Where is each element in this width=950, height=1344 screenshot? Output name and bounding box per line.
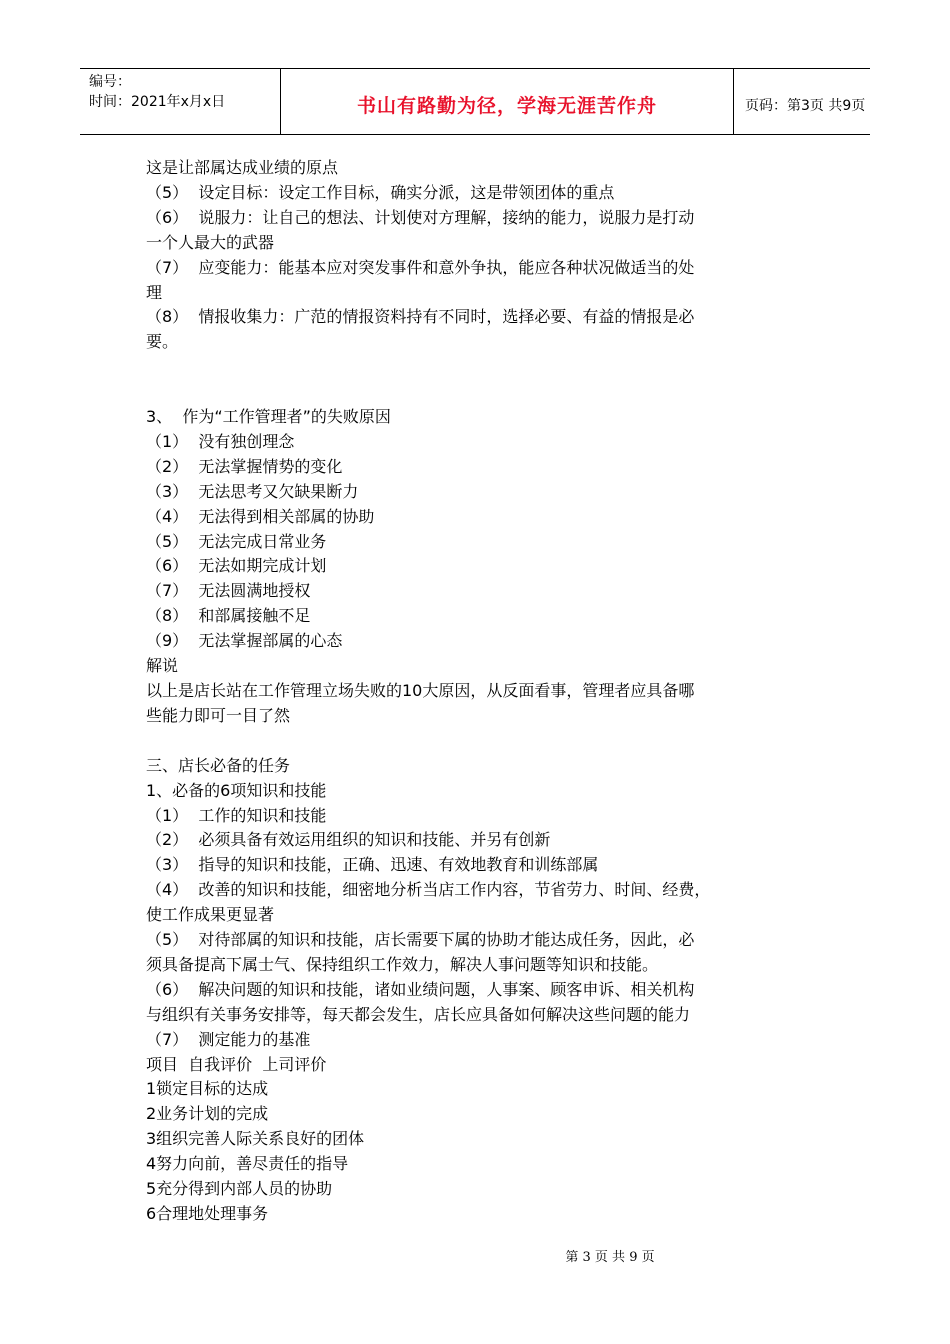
text-line — [146, 380, 814, 405]
text-line: （2） 必须具备有效运用组织的知识和技能、并另有创新 — [146, 830, 551, 850]
page-header — [80, 68, 870, 135]
text-line: 3、 作为“工作管理者”的失败原因 — [146, 407, 391, 427]
header-meta — [80, 69, 281, 134]
text-line: 须具备提高下属士气、保持组织工作效力，解决人事问题等知识和技能。 — [146, 954, 659, 974]
text-line: （8） 和部属接触不足 — [146, 606, 311, 626]
text-line: 1、必备的6项知识和技能 — [146, 780, 327, 800]
text-line: 解说 — [146, 656, 179, 676]
text-line: （8） 情报收集力：广范的情报资料持有不同时，选择必要、有益的情报是必 — [146, 307, 695, 327]
text-line: （6） 解决问题的知识和技能，诸如业绩问题，人事案、顾客申诉、相关机构 — [146, 979, 695, 999]
date-label: 时间：2021年x月x日 — [89, 94, 226, 110]
text-line: （6） 说服力：让自己的想法、计划使对方理解，接纳的能力，说服力是打动 — [146, 207, 695, 227]
text-line: （4） 无法得到相关部属的协助 — [146, 506, 375, 526]
text-line: （5） 对待部属的知识和技能，店长需要下属的协助才能达成任务，因此，必 — [146, 930, 695, 950]
text-line: 与组织有关事务安排等，每天都会发生，店长应具备如何解决这些问题的能力 — [146, 1004, 691, 1024]
text-line: （5） 设定目标：设定工作目标，确实分派，这是带领团体的重点 — [146, 182, 615, 202]
text-line: （4） 改善的知识和技能，细密地分析当店工作内容，节省劳力、时间、经费， — [146, 880, 711, 900]
text-line: （5） 无法完成日常业务 — [146, 531, 327, 551]
text-line: （7） 测定能力的基准 — [146, 1029, 311, 1049]
text-line: 要。 — [146, 332, 179, 352]
text-line: 三、店长必备的任务 — [146, 755, 291, 775]
text-line: 一个人最大的武器 — [146, 232, 275, 252]
text-line: （2） 无法掌握情势的变化 — [146, 456, 343, 476]
header-motto: 书山有路勤为径，学海无涯苦作舟 — [281, 69, 734, 134]
text-line: （3） 无法思考又欠缺果断力 — [146, 481, 359, 501]
document-body — [146, 156, 814, 1227]
text-line: 些能力即可一目了然 — [146, 705, 291, 725]
text-line: 项目 自我评价 上司评价 — [146, 1054, 327, 1074]
text-line: 4努力向前，善尽责任的指导 — [146, 1154, 349, 1174]
text-line: （9） 无法掌握部属的心态 — [146, 631, 343, 651]
text-line: 使工作成果更显著 — [146, 905, 275, 925]
text-line: （1） 没有独创理念 — [146, 431, 295, 451]
text-line: （7） 应变能力：能基本应对突发事件和意外争执，能应各种状况做适当的处 — [146, 257, 695, 277]
text-line: （7） 无法圆满地授权 — [146, 581, 311, 601]
text-line: （6） 无法如期完成计划 — [146, 556, 327, 576]
text-line: 这是让部属达成业绩的原点 — [146, 158, 339, 177]
text-line: 6合理地处理事务 — [146, 1204, 269, 1224]
page-footer: 第 3 页 共 9 页 — [565, 1250, 655, 1265]
text-line: （3） 指导的知识和技能，正确、迅速、有效地教育和训练部属 — [146, 855, 599, 875]
text-line — [146, 355, 814, 380]
text-line — [146, 729, 814, 754]
text-line: 以上是店长站在工作管理立场失败的10大原因，从反面看事，管理者应具备哪 — [146, 681, 695, 700]
text-line: 1锁定目标的达成 — [146, 1079, 269, 1099]
text-line: 理 — [146, 282, 163, 302]
number-label: 编号： — [89, 74, 131, 90]
text-line: 2业务计划的完成 — [146, 1104, 269, 1124]
text-line: 3组织完善人际关系良好的团体 — [146, 1129, 365, 1149]
header-page-label: 页码：第3页 共9页 — [745, 97, 866, 114]
text-line: 5充分得到内部人员的协助 — [146, 1179, 333, 1199]
text-line: （1） 工作的知识和技能 — [146, 805, 327, 825]
